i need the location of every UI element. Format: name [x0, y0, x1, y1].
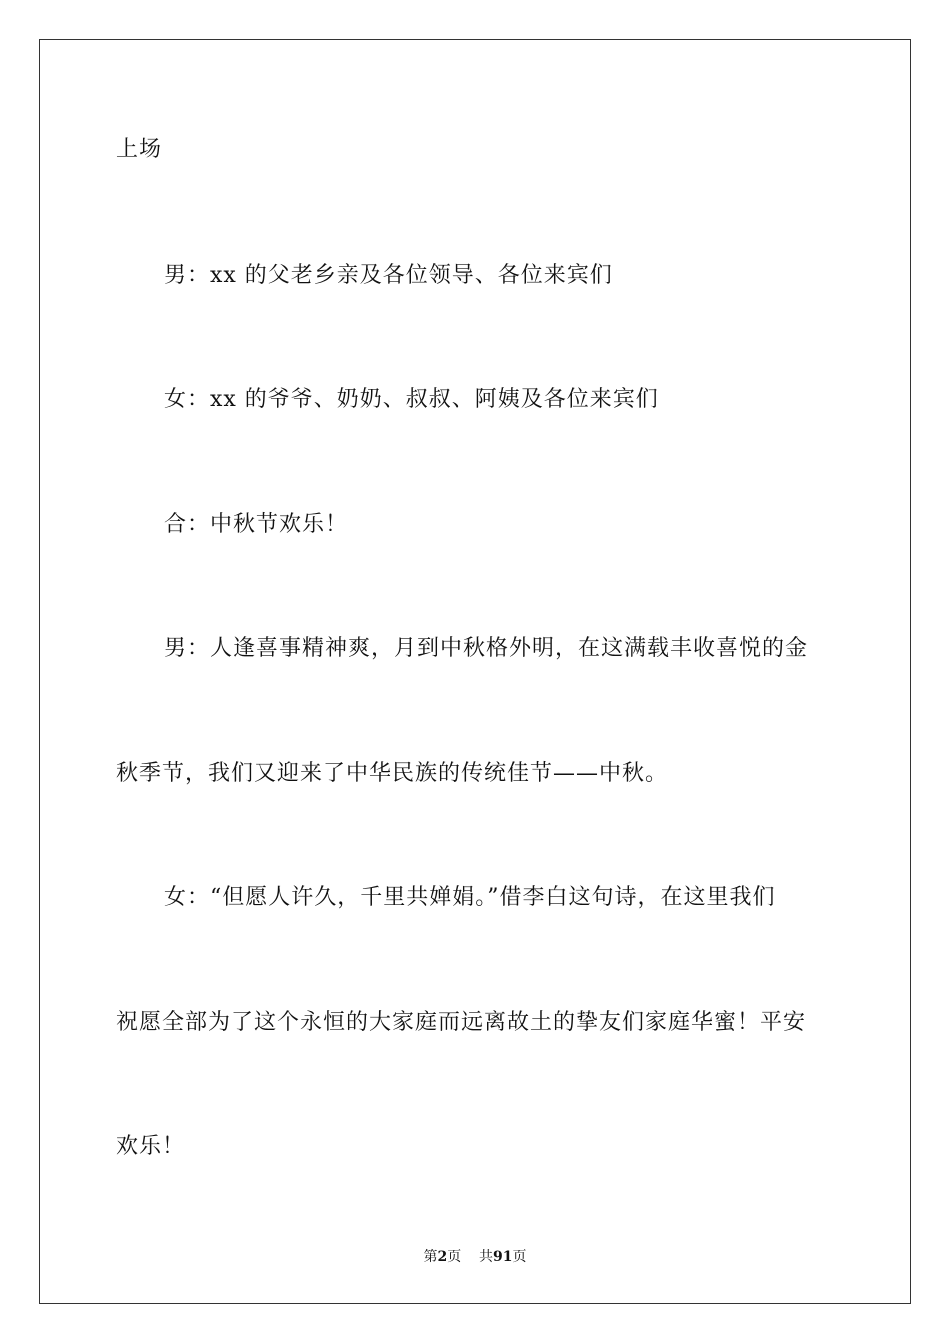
footer-page-prefix: 第 [423, 1249, 438, 1265]
text-line-5: 男：人逢喜事精神爽，月到中秋格外明，在这满载丰收喜悦的金 [164, 636, 809, 661]
text-line-2: 男：xx 的父老乡亲及各位领导、各位来宾们 [164, 263, 613, 288]
text-line-8: 祝愿全部为了这个永恒的大家庭而远离故土的挚友们家庭华蜜！平安 [116, 1010, 807, 1035]
text-line-3: 女：xx 的爷爷、奶奶、叔叔、阿姨及各位来宾们 [164, 387, 659, 412]
footer-page-suffix: 页 [447, 1249, 462, 1265]
footer-total-suffix: 页 [512, 1249, 527, 1265]
footer-page-number: 2 [437, 1249, 448, 1265]
text-line-6: 秋季节，我们又迎来了中华民族的传统佳节——中秋。 [116, 761, 669, 786]
footer-total-prefix: 共 [479, 1249, 494, 1265]
footer-total-pages: 91 [493, 1249, 513, 1265]
page-frame [39, 39, 911, 1304]
text-line-1: 上场 [116, 137, 163, 162]
page-footer [0, 1247, 950, 1267]
text-line-9: 欢乐！ [116, 1134, 186, 1159]
text-line-4: 合：中秋节欢乐！ [164, 512, 349, 537]
text-line-7: 女：“但愿人许久，千里共婵娟。”借李白这句诗，在这里我们 [164, 885, 776, 910]
